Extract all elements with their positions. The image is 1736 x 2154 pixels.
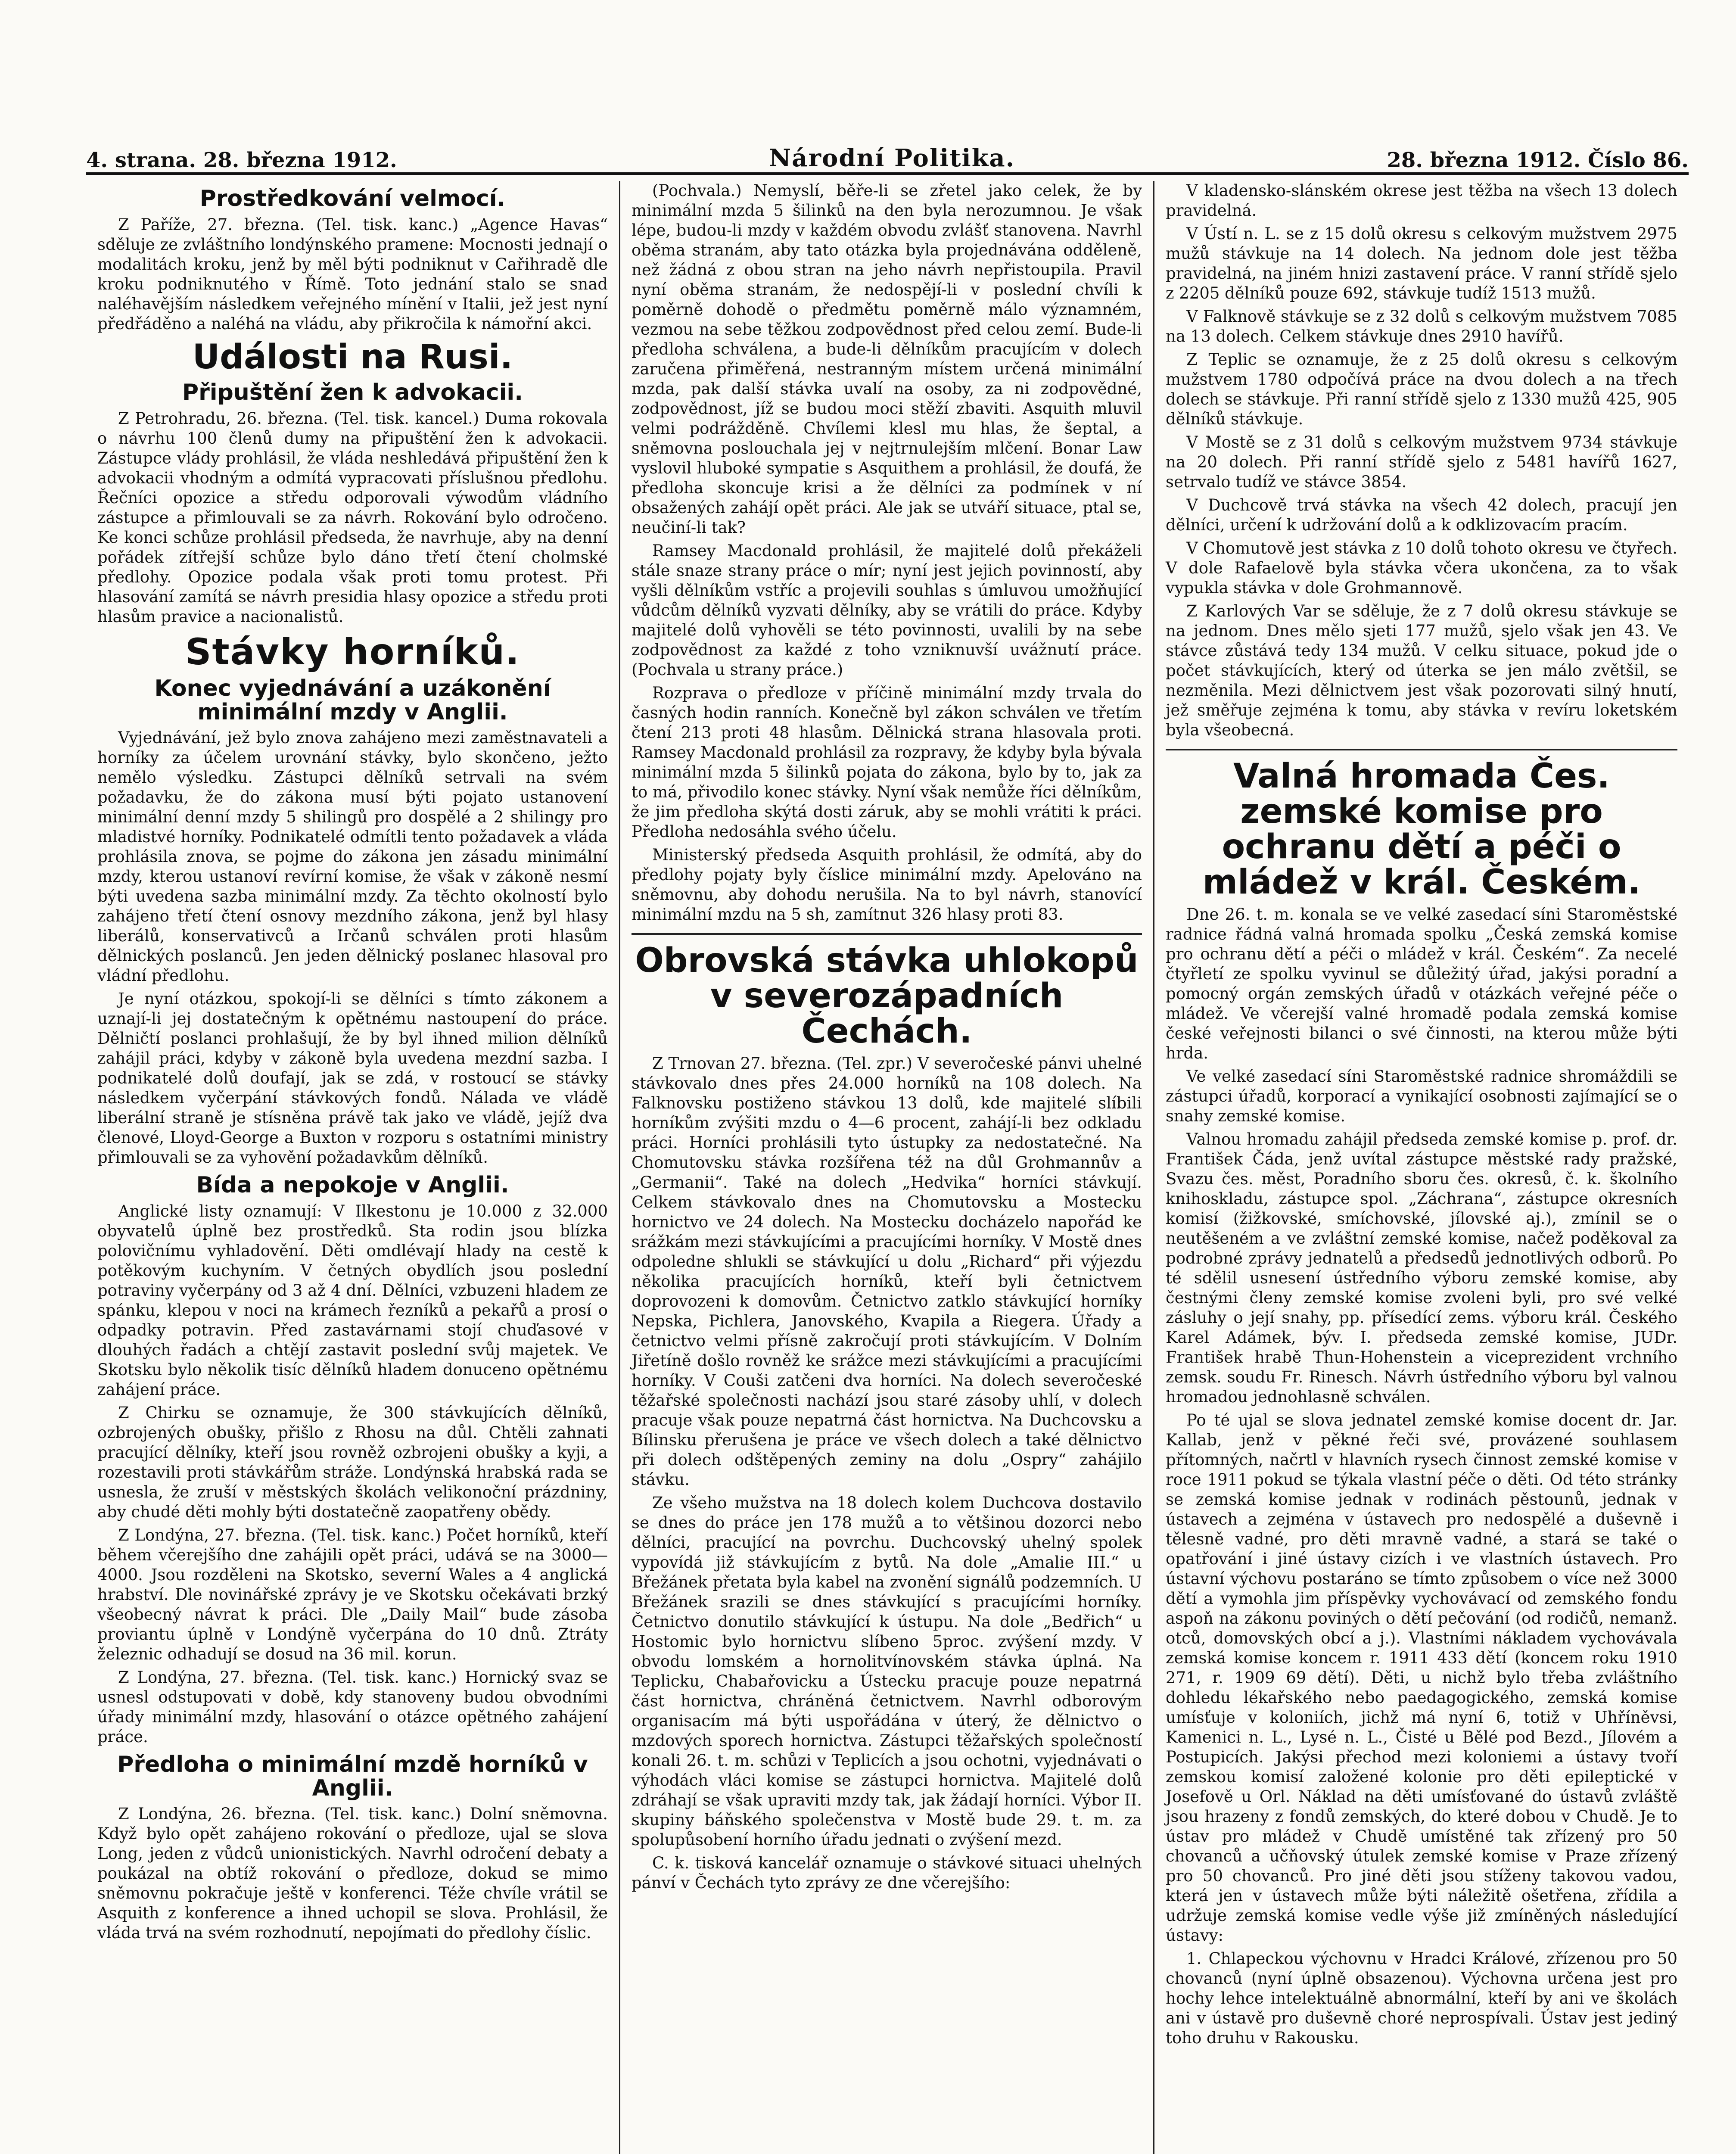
columns bbox=[86, 181, 1689, 2154]
article-paragraph: Vyjednávání, jež bylo znova zahájeno mezi zaměstnavateli a horníky za účelem urovnání stávky, bylo skončeno, ježto nemělo výsledku. Zástupci dělníků setrvali na svém požadavku, že do zákona musí býti pojato ustanovení minimální denní mzdy 5 shilingů pro dospělé a 2 shilingy pro mladistvé horníky. Podnikatelé odmítli tento požadavek a vláda prohlásila znova, se pojme do zákona jen zásadu minimální mzdy, kterou ustanoví revírní komise, že však v zákoně nesmí býti uvedena sazba minimální mzdy. Za těchto okolností bylo zahájeno třetí čtení osnovy mezdního zákona, jenž byl hlasy liberálů, konservativců a Irčanů schválen proti hlasům dělnických poslanců. Jen jeden dělnický poslanec hlasoval pro vládní předlohu. bbox=[97, 728, 608, 985]
article-paragraph: (Pochvala.) Nemyslí, běře-li se zřetel jako celek, že by minimální mzda 5 šilinků na den byla nerozumnou. Je však lépe, budou-li mzdy v každém obvodu zvlášť stanovena. Navrhl oběma stranám, aby tato otázka byla projednávána odděleně, než žádná z obou stran na jeho návrh nepřistoupila. Pravil nyní oběma stranám, že nedospějí-li v poslední chvíli k poměrně dohodě o předmětu poměrně málo významném, vezmou na sebe těžkou zodpovědnost před celou zemí. Bude-li předloha schválena, a bude-li dělníkům pracujícím v dolech zaručena přiměřená, nestranným místem určená minimální mzda, pak další stávka uvalí na osoby, za ni zodpovědné, zodpovědnost, jíž se budou moci stěží zbaviti. Asquith mluvil velmi podrážděně. Chvílemi klesl mu hlas, že šeptal, a sněmovna poslouchala jej v nejtrnulejším mlčení. Bonar Law vyslovil hluboké sympatie s Asquithem a prohlásil, že doufá, že předloha skoncuje krisi a že dělníci za podmínek v ní obsažených zahájí opět práci. Ale jak se utváří situace, ptal se, neučiní-li tak? bbox=[632, 181, 1142, 537]
article-paragraph: Z Londýna, 27. března. (Tel. tisk. kanc.) Hornický svaz se usnesl odstupovati v době, kdy stanoveny budou obvodními úřady minimální mzdy, hlasování o otázce opětného zahájení práce. bbox=[97, 1668, 608, 1746]
article-title: Valná hromada Čes. zemské komise pro ochranu dětí a péči o mládež v král. Českém. bbox=[1202, 757, 1641, 902]
article-paragraph: Valnou hromadu zahájil předseda zemské komise p. prof. dr. František Čáda, jenž uvítal zástupce městské rady pražské, Svazu čes. měst, Poradního sboru čes. okresů, č. k. školního knihoskladu, zástupce spol. „Záchrana“, zástupce okresních komisí (žižkovské, smíchovské, jílovské aj.), zmínil se o neutěšeném a ve zvláštní zemské komise, načež poděkoval za podrobné zprávy jednatelů a předsedů jednotlivých odborů. Po té sdělil usnesení ústředního výboru zemské komise, aby čestnými členy zemské komise zvoleni byli, pro své velké zásluhy o její snahy, pp. přísedící zems. výboru král. Českého Karel Adámek, býv. I. předseda zemské komise, JUDr. František hrabě Thun-Hohenstein a viceprezident vrchního zemsk. soudu Fr. Rinesch. Návrh ústředního výboru byl valnou hromadou jednohlasně schválen. bbox=[1166, 1130, 1677, 1406]
article-paragraph: Z Londýna, 27. března. (Tel. tisk. kanc.) Počet horníků, kteří během včerejšího dne zahájili opět práci, udává se na 3000—4000. Jsou rozděleni na Skotsko, severní Wales a 4 anglická hrabství. Dle novinářské zprávy je ve Skotsku očekávati brzký všeobecný návrat k práci. Dle „Daily Mail“ bude zásoba proviantu úplně v Londýně vyčerpána do 10 dnů. Ztráty železnic odhadují se dosud na 36 mil. korun. bbox=[97, 1526, 608, 1664]
article-subtitle: Připuštění žen k advokacii. bbox=[182, 380, 523, 406]
article-paragraph: Z Londýna, 26. března. (Tel. tisk. kanc.) Dolní sněmovna. Když bylo opět zahájeno rokování o předloze, ujal se slova Long, jeden z vůdců unionistických. Navrhl odročení debaty a poukázal na obtíž rokování o předloze, dokud se mimo sněmovnu pokračuje ještě v konferenci. Téže chvíle vrátil se Asquith z konference a ihned uchopil se slova. Prohlásil, že vláda trvá na svém rozhodnutí, nepojímati do předlohy číslic. bbox=[97, 1805, 608, 1942]
article-paragraph: Rozprava o předloze v příčině minimální mzdy trvala do časných hodin ranních. Konečně byl zákon schválen ve třetím čtení 213 proti 48 hlasům. Dělnická strana hlasovala proti. Ramsey Macdonald prohlásil za rozpravy, že kdyby byla bývala minimální mzda 5 šilinků pojata do zákona, bylo by to, jak za to má, přivodilo konec stávky. Nyní však nemůže říci dělníkům, že jim předloha skýtá dosti záruk, aby se mohli vrátiti k práci. Předloha nedosáhla svého účelu. bbox=[632, 684, 1142, 841]
article-paragraph: Z Trnovan 27. března. (Tel. zpr.) V severočeské pánvi uhelné stávkovalo dnes přes 24.000 horníků na 108 dolech. Na Falknovsku postiženo stávkou 13 dolů, kde majitelé slíbili horníkům zvýšiti mzdu o 4—6 procent, zahájí-li bez odkladu práci. Horníci prohlásili tyto ústupky za nedostatečné. Na Chomutovsku stávka rozšířena též na důl Grohmannův a „Germanii“. Také na dolech „Hedvika“ horníci stávkují. Celkem stávkovalo dnes na Chomutovsku a Mostecku hornictvo ve 24 dolech. Na Mostecku docházelo napořád ke srážkám mezi stávkujícími a pracujícími horníky. V Mostě dnes odpoledne shlukli se stávkující u dolu „Richard“ při výjezdu několika pracujících horníků, kteří byli četnictvem doprovozeni k domovům. Četnictvo zatklo stávkující horníky Nepska, Pichlera, Janovského, Kvapila a Riegera. Úřady a četnictvo velmi přísně zakročují proti stávkujícím. V Dolním Jiřetíně došlo rovněž ke srážce mezi stávkujícími a pracujícími horníky. V Couši zatčeni dva horníci. Na dolech severočeské těžařské společnosti nachází jsou staré zásoby uhlí, v dolech pracuje však pouze nepatrná část hornictva. Na Duchcovsku a Bílinsku přerušena je práce ve všech dolech a také dělnictvo při dolech odštěpených zeminy na dolu „Ospry“ zahájilo stávku. bbox=[632, 1054, 1142, 1489]
article-paragraph: Z Teplic se oznamuje, že z 25 dolů okresu s celkovým mužstvem 1780 odpočívá práce na dvou dolech a na třech dolech se stávkuje. Při ranní střídě sjelo z 1330 mužů 425, 905 dělníků stávkuje. bbox=[1166, 350, 1677, 428]
article-paragraph: Je nyní otázkou, spokojí-li se dělníci s tímto zákonem a uznají-li jej dostatečným k opětnému nastoupení do práce. Dělničtí poslanci prohlašují, že by byl ihned milion dělníků zahájil práci, kdyby v zákoně byla uvedena mezdní sazba. I podnikatelé dolů doufají, jak se zdá, v rostoucí se stávky následkem vyčerpání stávkových fondů. Nálada ve vládě liberální straně je stísněna právě tak jako ve vládě, jejíž dva členové, Lloyd-George a Buxton v rozporu s ostatními ministry přimlouvali se za vyhovění požadavkům dělníků. bbox=[97, 990, 608, 1167]
article-title: Obrovská stávka uhlokopů v severozápadních Čechách. bbox=[635, 941, 1139, 1051]
article-title: Události na Rusi. bbox=[192, 337, 513, 377]
article-paragraph: Ministerský předseda Asquith prohlásil, že odmítá, aby do předlohy pojaty byly číslice minimální mzdy. Apelováno na sněmovnu, aby dohodu nerušila. Na to byl návrh, stanovící minimální mzdu na 5 sh, zamítnut 326 hlasy proti 83. bbox=[632, 846, 1142, 924]
article-strikes bbox=[97, 633, 608, 1167]
article-paragraph: Ve velké zasedací síni Staroměstské radnice shromáždili se zástupci úřadů, korporací a vynikající osobnosti zajímající se o snahy zemské komise. bbox=[1166, 1067, 1677, 1125]
article-paragraph: C. k. tisková kancelář oznamuje o stávkové situaci uhelných pánví v Čechách tyto zprávy ze dne včerejšího: bbox=[632, 1853, 1142, 1892]
issue-number: 28. března 1912. Číslo 86. bbox=[1387, 148, 1689, 172]
article-mediation bbox=[97, 187, 608, 334]
page-date: 4. strana. 28. března 1912. bbox=[86, 148, 397, 172]
column-3 bbox=[1154, 181, 1689, 2154]
article-paragraph: V Ústí n. L. se z 15 dolů okresu s celkovým mužstvem 2975 mužů stávkuje na 14 dolech. Na jednom dole jest těžba pravidelná, na jiném hnizi zastavení práce. V ranní střídě sjelo z 2205 dělníků pouze 692, stávkuje tudíž 1513 mužů. bbox=[1166, 224, 1677, 302]
article-title: Bída a nepokoje v Anglii. bbox=[196, 1172, 509, 1198]
article-paragraph: V Falknově stávkuje se z 32 dolů s celkovým mužstvem 7085 na 13 dolech. Celkem stávkuje dnes 2910 havířů. bbox=[1166, 307, 1677, 346]
divider bbox=[632, 933, 1142, 935]
article-title: Předloha o minimální mzdě horníků v Anglii. bbox=[117, 1752, 588, 1801]
article-paragraph: V kladensko-slánském okrese jest těžba na všech 13 dolech pravidelná. bbox=[1166, 181, 1677, 220]
article-paragraph: Z Petrohradu, 26. března. (Tel. tisk. kancel.) Duma rokovala o návrhu 100 členů dumy na připuštění žen k advokacii. Zástupce vlády prohlásil, že vláda neshledává připuštění žen k advokacii vhodným a odmítá vypracovati příslušnou předlohu. Řečníci opozice a středu odporovali výwodům vládního zástupce a přimlouvali se za návrh. Rokování bylo odročeno. Ke konci schůze prohlásil předseda, že navrhuje, aby na denní pořádek zítřejší schůze bylo dáno třetí čtení cholmské předlohy. Opozice podala však proti tomu protest. Při hlasování zamítá se návrh presidia hlasy opozice a středu proti hlasům pravice a nacionalistů. bbox=[97, 409, 608, 626]
article-strike-districts bbox=[1166, 181, 1677, 740]
article-title: Stávky horníků. bbox=[185, 631, 520, 673]
article-minimum-wage bbox=[97, 1753, 608, 1943]
article-paragraph: Po té ujal se slova jednatel zemské komise docent dr. Jar. Kallab, jenž v pěkné řeči své, provázené souhlasem přítomných, načrtl v hlavních rysech činnost zemské komise v roce 1911 pokud se týkala vlastní péče o děti. Od této stránky se zemská komise jednak v rodinách pěstounů, jednak v ústavech a zejména v ústavech pro nedospělé a duševně i tělesně vadné, pro děti mravně vadné, a stará se také o opatřování i jiné ústavy cizích i ve vlastních ústavech. Pro ústavní výchovu postaráno se tímto způsobem o více než 3000 dětí a vymohla jim příspěvky vychovávací od zemského fondu aspoň na zákonu poviných o dětí pečování (od rodičů, nemanž. otců, domovských obcí a j.). Vlastními nákladem vychovávala zemská komise koncem r. 1911 433 dětí (koncem roku 1910 271, r. 1909 69 dětí). Děti, u nichž bylo třeba zvláštního dohledu lékařského nebo paedagogického, zemská komise umísťuje v koloniích, jichž má nyní 6, totiž v Uhříněvsi, Kamenici n. L., Lysé n. L., Čisté u Bělé pod Bezd., Jílovém a Postupicích. Jakýsi přechod mezi koloniemi a ústavy tvoří zemskou komisí založené kolonie pro děti epileptické v Josefově u Orl. Náklad na děti umísťované do ústavů zvláště jsou hrazeny z fondů zemských, do které dobou v Chudě. Je to ústav pro mládež v Chudě umístěné tak zřízený pro 50 chovanců a učňovský útulek zemské komise v Praze zřízený pro 50 chovanců. Pro jiné děti jsou stíženy takovou vadou, která jen v ústavech může býti náležitě ošetřena, zřídila a udržuje zemská komise vedle výše již zmíněných následující ústavy: bbox=[1166, 1410, 1677, 1945]
article-paragraph: Anglické listy oznamují: V Ilkestonu je 10.000 z 32.000 obyvatelů úplně bez prostředků. Sta rodin jsou blízka polovičnímu vyhladovění. Děti omdlévají hlady na cestě k potěkovým kuchyním. V četných obydlích jsou poslední potraviny vyčerpány od 3 až 4 dní. Dělníci, vzbuzeni hladem ze spánku, klepou v noci na krámech řezníků a pekařů a prosí o odpadky potravin. Před zastavárnami stojí chuďasové v dlouhých řadách a chtějí zastavit poslední svůj majetek. Ve Skotsku bylo několik tisíc dělníků hladem donuceno opětnému zahájení práce. bbox=[97, 1202, 608, 1399]
masthead: Národní Politika. bbox=[768, 144, 1015, 172]
article-title: Prostředkování velmocí. bbox=[199, 186, 506, 212]
article-paragraph: Z Chirku se oznamuje, že 300 stávkujících dělníků, ozbrojených obušky, přišlo z Rhosu na důl. Chtěli zahnati pracující dělníky, kteří jsou rovněž ozbrojeni obušky a kyji, a rozestavili proti stávkářům stráže. Londýnská hrabská rada se usnesla, že zruší v městských školách velikonoční prázdniny, aby chudé děti mohly býti dostatečně zaopatřeny obědy. bbox=[97, 1404, 608, 1522]
article-continued bbox=[632, 181, 1142, 924]
article-paragraph: V Chomutově jest stávka z 10 dolů tohoto okresu ve čtyřech. V dole Rafaelově byla stávka včera ukončena, za to však vypukla stávka v dole Grohmannově. bbox=[1166, 539, 1677, 597]
divider bbox=[1166, 749, 1677, 750]
page-header bbox=[86, 103, 1689, 175]
column-1 bbox=[86, 181, 620, 2154]
article-misery bbox=[97, 1173, 608, 1747]
article-coal-strike bbox=[632, 943, 1142, 1893]
article-paragraph: Z Karlových Var se sděluje, že z 7 dolů okresu stávkuje se na jednom. Dnes mělo sjeti 177 mužů, sjelo však jen 43. Ve stávce zůstává tedy 134 mužů. V celku situace, pokud jde o počet stávkujících, který od úterka se jen málo zvětšil, se nezměnila. Mezi dělnictvem jest však pozorovati silný hnutí, jež směřuje zejména k tomu, aby stávka v revíru loketském byla všeobecná. bbox=[1166, 602, 1677, 739]
article-paragraph: Ze všeho mužstva na 18 dolech kolem Duchcova dostavilo se dnes do práce jen 178 mužů a to většinou dozorci nebo dělníci, pracující na povrchu. Duchcovský uhelný spolek vypovídá již stávkujícím z bytů. Na dole „Amalie III.“ u Břežánek přetata byla kabel na zvonění signálů podzemních. U Břežánek srazili se dnes stávkující s pracujícími horníky. Četnictvo donutilo stávkující k ústupu. Na dole „Bedřich“ u Hostomic bylo hornictvu slíbeno 5proc. zvýšení mzdy. V obvodu lomském a hornolitvínovském stávka úplná. Na Teplicku, Chabařovicku a Ústecku pracuje pouze nepatrná část hornictva, chráněná četnictvem. Navrhl odborovým organisacím má býti uspořádána v úterý, že dělnictvo o mzdových sporech hornictva. Zástupci těžařských společností konali 26. t. m. schůzi v Teplicích a jsou ochotni, vyjednávati o výhodách vláci komise se zástupci hornictva. Majitelé dolů zdráhají se však upraviti mzdy tak, jak žádají horníci. Výbor II. skupiny báňského společenstva v Mostě bude 29. t. m. za spolupůsobení horního úřadu jednati o zvýšení mezd. bbox=[632, 1493, 1142, 1849]
article-paragraph: Ramsey Macdonald prohlásil, že majitelé dolů překáželi stále snaze strany práce o mír; nyní jest jejich povinností, aby vyšli dělníkům vstříc a projevili souhlas s úmluvou umožňující vůdcům dělníků vyzvati dělníky, aby se vrátili do práce. Kdyby majitelé dolů vyhověli se této povinnosti, uvalili by na sebe zodpovědnost za každé z toho vzniknuvší uvážnutí práce. (Pochvala u strany práce.) bbox=[632, 542, 1142, 679]
article-russia bbox=[97, 337, 608, 627]
article-child-commission bbox=[1166, 759, 1677, 2048]
article-paragraph: V Mostě se z 31 dolů s celkovým mužstvem 9734 stávkuje na 20 dolech. Při ranní střídě sjelo z 5481 havířů 1627, setrvalo tudíž ve stávce 3854. bbox=[1166, 433, 1677, 491]
article-paragraph: V Duchcově trvá stávka na všech 42 dolech, pracují jen dělníci, určení k udržování dolů a k odklizovacím pracím. bbox=[1166, 496, 1677, 534]
article-paragraph: Dne 26. t. m. konala se ve velké zasedací síni Staroměstské radnice řádná valná hromada spolku „Česká zemská komise pro ochranu dětí a péči o mládež v král. Českém“. Za necelé čtyřletí ze spolku vyvinul se důležitý úřad, jakýsi poradní a pomocný orgán zemských úřadů v otázkách veřejné péče o mládež. Ve včerejší valné hromadě podala zemská komise české veřejnosti bilanci o své činnosti, na kterou může býti hrda. bbox=[1166, 905, 1677, 1062]
article-paragraph: 1. Chlapeckou výchovnu v Hradci Králové, zřízenou pro 50 chovanců (nyní úplně obsazenou). Výchovna určena jest pro hochy lehce intelektuálně abnormální, kteří by ani ve školách ani v ústavě pro duševně choré neprospívali. Ústav jest jediný toho druhu v Rakousku. bbox=[1166, 1949, 1677, 2047]
article-subtitle: Konec vyjednávání a uzákonění minimální mzdy v Anglii. bbox=[154, 675, 551, 725]
article-paragraph: Z Paříže, 27. března. (Tel. tisk. kanc.) „Agence Havas“ sděluje ze zvláštního londýnského pramene: Mocnosti jednají o modalitách kroku, jenž by měl býti podniknut v Cařihradě dle kroku podniknutého v Římě. Toto jednání stalo se snad naléhavějším následkem veřejného mínění v Italii, jež jest nyní předřáděno a naléhá na vládu, aby přikročila k námořní akci. bbox=[97, 215, 608, 333]
column-2 bbox=[620, 181, 1154, 2154]
